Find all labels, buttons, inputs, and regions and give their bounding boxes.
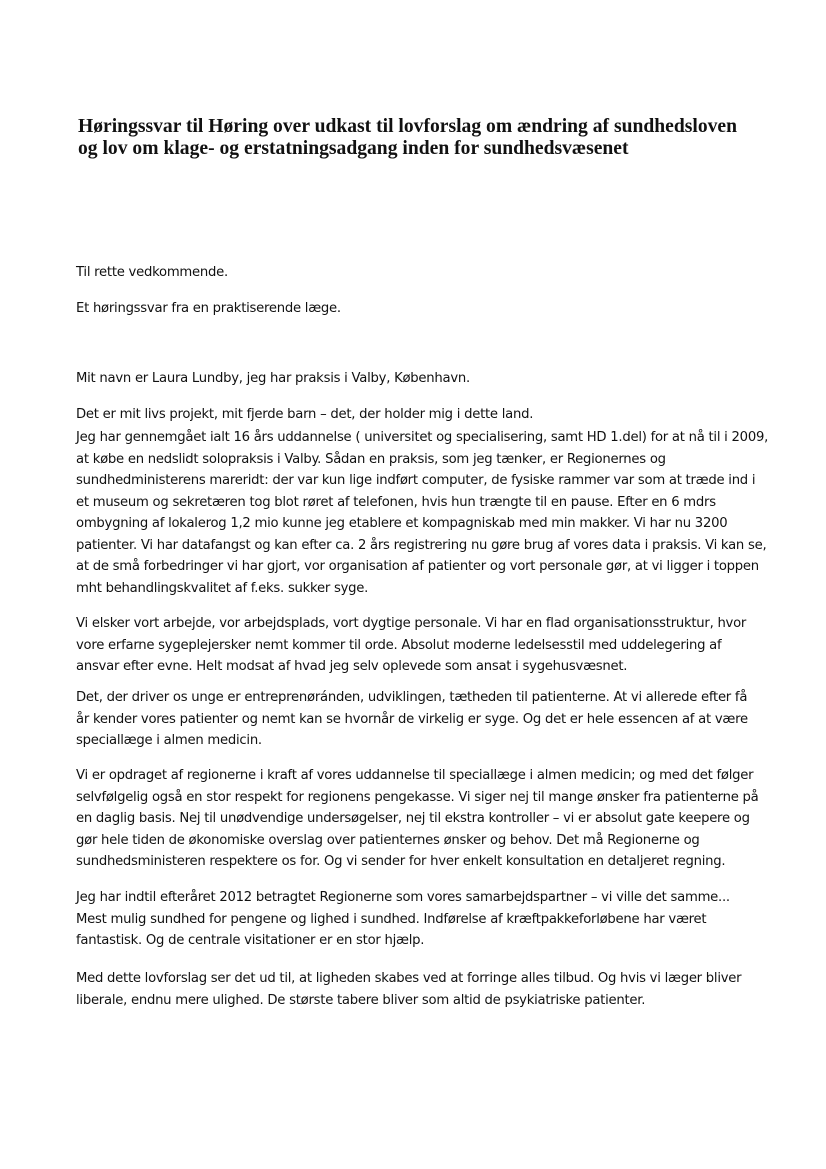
paragraph-line: år kender vores patienter og nemt kan se hvornår de virkelig er syge. Og det er hele essencen af at være	[76, 711, 748, 727]
paragraph-line: Mest mulig sundhed for pengene og lighed i sundhed. Indførelse af kræftpakkeforløbene har været	[76, 911, 707, 927]
document-title	[78, 116, 778, 160]
paragraph-line: speciallæge i almen medicin.	[76, 733, 262, 748]
paragraph-line: liberale, endnu mere ulighed. De største tabere bliver som altid de psykiatriske patienter.	[76, 992, 646, 1008]
paragraph-line: vore erfarne sygeplejersker nemt kommer til orde. Absolut moderne ledelsesstil med uddelegering af	[76, 637, 722, 653]
paragraph-line: Jeg har indtil efteråret 2012 betragtet Regionerne som vores samarbejdspartner – vi ville det samme...	[76, 890, 730, 905]
paragraph-partner	[76, 887, 766, 952]
paragraph-mission	[76, 765, 766, 873]
paragraph-line: et museum og sekretæren tog blot røret af telefonen, hvis hun trængte til en pause. Efter en 6 mdrs	[76, 494, 716, 510]
paragraph-line: selvfølgelig også en stor respekt for regionens pengekasse. Vi siger nej til mange ønsker fra patienterne på	[76, 789, 759, 805]
title-line: og lov om klage- og erstatningsadgang inden for sundhedsvæsenet	[78, 138, 629, 159]
paragraph-line: sundhedsministeren respektere os for. Og vi sender for hver enkelt konsultation en detaljeret regning.	[76, 854, 726, 869]
paragraph-line: sundhedministerens mareridt: der var kun lige indført computer, de fysiske rammer var som at træde ind i	[76, 473, 756, 488]
paragraph-line: Vi er opdraget af regionerne i kraft af vores uddannelse til speciallæge i almen medicin; og med det følger	[76, 768, 754, 783]
paragraph-line: gør hele tiden de økonomiske overslag over patienternes ønsker og behov. Det må Regionerne og	[76, 832, 700, 848]
paragraph-drive	[76, 687, 766, 752]
paragraph-line: ansvar efter evne. Helt modsat af hvad jeg selv oplevede som ansat i sygehusvæsnet.	[76, 659, 628, 674]
paragraph-line: Vi elsker vort arbejde, vor arbejdsplads, vort dygtige personale. Vi har en flad organisationsstruktur, hvor	[76, 616, 747, 631]
paragraph-line: en daglig basis. Nej til unødvendige undersøgelser, nej til ekstra kontroller – vi er absolut gate keepere og	[76, 811, 750, 826]
paragraph-line: patienter. Vi har datafangst og kan efter ca. 2 års registrering nu gøre brug af vores data i praksis. Vi kan se,	[76, 537, 767, 553]
paragraph-line: ombygning af lokalerog 1,2 mio kunne jeg etablere et kompagniskab med min makker. Vi har nu 3200	[76, 516, 728, 531]
intro-line: Et høringssvar fra en praktiserende læge.	[76, 301, 341, 317]
project-line: Det er mit livs projekt, mit fjerde barn – det, der holder mig i dette land.	[76, 407, 534, 423]
paragraph-line: at købe en nedslidt solopraksis i Valby. Sådan en praksis, som jeg tænker, er Regionernes og	[76, 451, 666, 467]
title-line: Høringssvar til Høring over udkast til lovforslag om ændring af sundhedsloven	[78, 116, 738, 137]
paragraph-line: Jeg har gennemgået ialt 16 års uddannelse ( universitet og specialisering, samt HD 1.del) for at nå til i 2009,	[76, 430, 769, 445]
paragraph-history	[76, 427, 769, 599]
paragraph-bill	[76, 968, 766, 1011]
paragraph-line: fantastisk. Og de centrale visitationer er en stor hjælp.	[76, 933, 425, 948]
paragraph-line: at de små forbedringer vi har gjort, vor organisation af patienter og vort personale gør, at vi ligger i toppen	[76, 559, 759, 574]
name-line: Mit navn er Laura Lundby, jeg har praksis i Valby, København.	[76, 371, 470, 387]
paragraph-line: mht behandlingskvalitet af f.eks. sukker syge.	[76, 580, 369, 596]
paragraph-love	[76, 613, 766, 678]
greeting: Til rette vedkommende.	[76, 265, 228, 281]
paragraph-line: Med dette lovforslag ser det ud til, at ligheden skabes ved at forringe alles tilbud. Og hvis vi læger bliver	[76, 971, 742, 986]
paragraph-line: Det, der driver os unge er entreprenøránden, udviklingen, tætheden til patienterne. At vi allerede efter få	[76, 690, 748, 705]
